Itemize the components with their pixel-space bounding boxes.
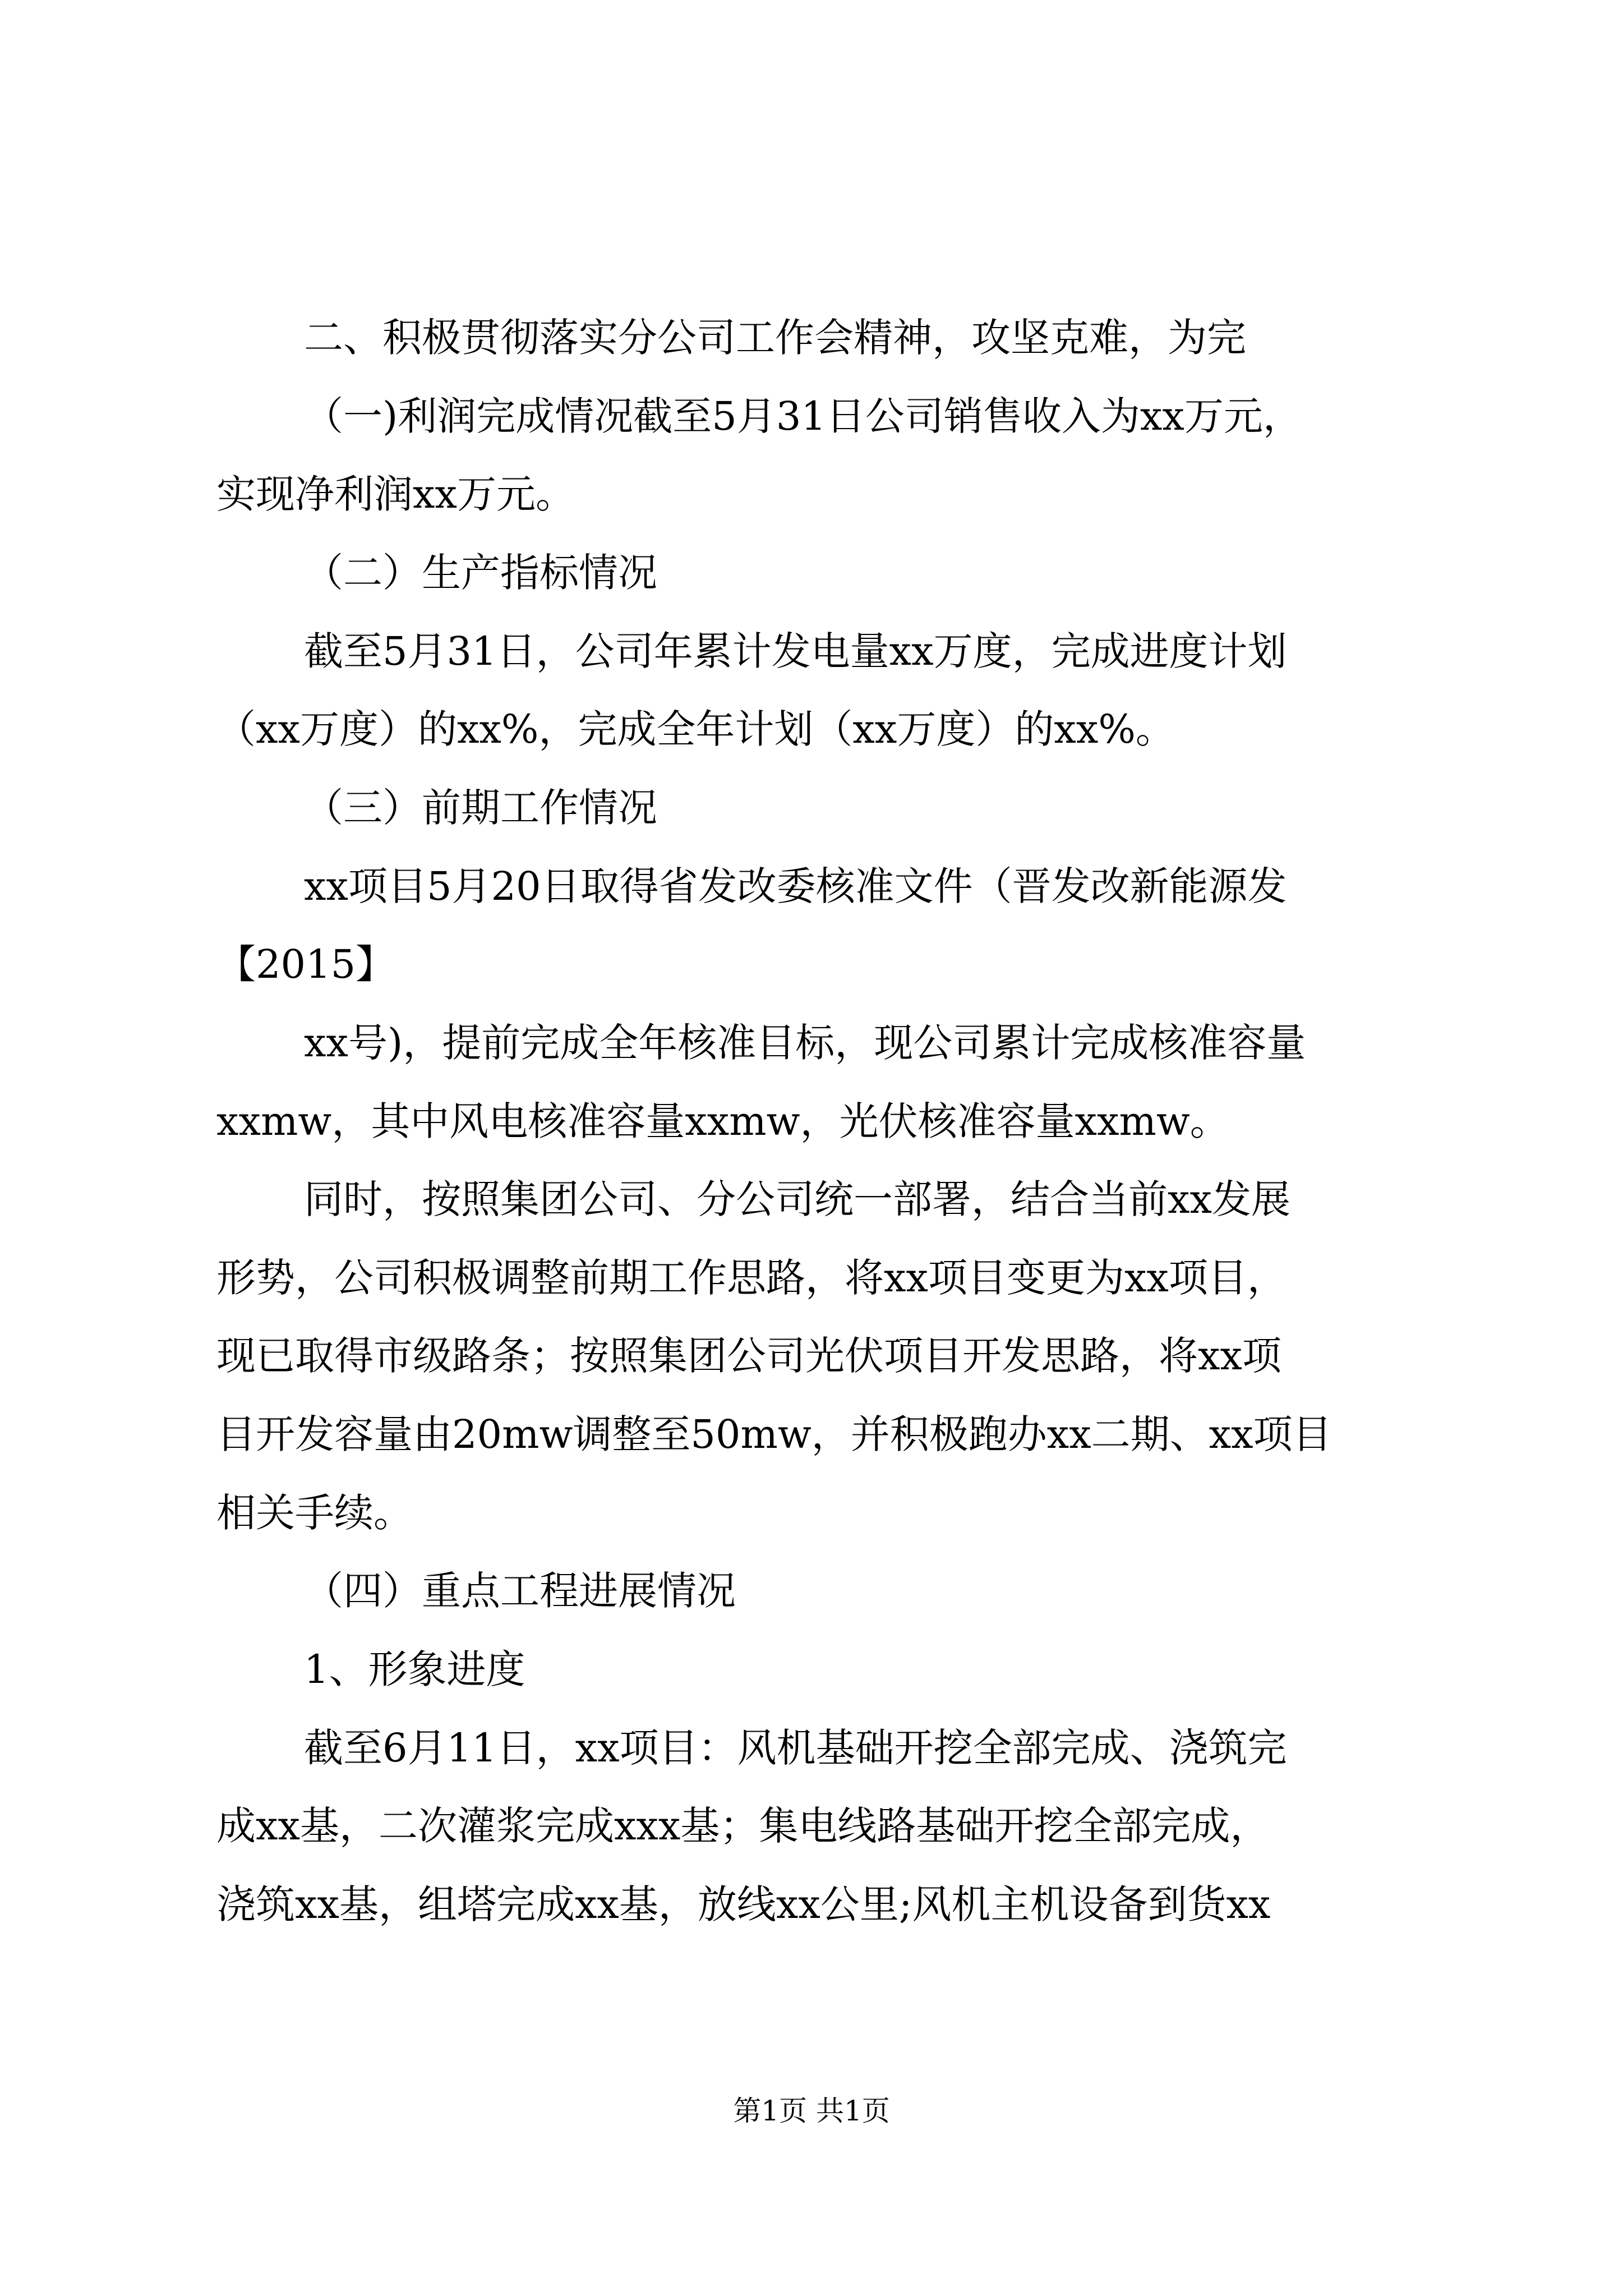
paragraph-line: 同时，按照集团公司、分公司统一部署，结合当前xx发展: [304, 1176, 1290, 1222]
paragraph-line: xx项目5月20日取得省发改委核准文件（晋发改新能源发: [304, 863, 1287, 909]
paragraph-line: 相关手续。: [216, 1490, 413, 1536]
subheading-line: （三）前期工作情况: [304, 785, 657, 831]
subheading-line: （四）重点工程进展情况: [304, 1568, 736, 1614]
paragraph-line: 形势，公司积极调整前期工作思路，将xx项目变更为xx项目，: [216, 1255, 1287, 1301]
paragraph-line: 浇筑xx基，组塔完成xx基，放线xx公里;风机主机设备到货xx: [216, 1881, 1271, 1927]
paragraph-line: xx号)，提前完成全年核准目标，现公司累计完成核准容量: [304, 1020, 1306, 1066]
paragraph-line: 实现净利润xx万元。: [216, 471, 575, 517]
heading-line: 二、积极贯彻落实分公司工作会精神，攻坚克难，为完: [304, 315, 1246, 361]
page-footer: 第1页 共1页: [733, 2095, 890, 2127]
paragraph-line: （一)利润完成情况截至5月31日公司销售收入为xx万元，: [304, 393, 1302, 439]
paragraph-line: （xx万度）的xx%，完成全年计划（xx万度）的xx%。: [216, 706, 1175, 752]
paragraph-line: 截至5月31日，公司年累计发电量xx万度，完成进度计划: [304, 628, 1287, 674]
paragraph-line: 截至6月11日，xx项目：风机基础开挖全部完成、浇筑完: [304, 1725, 1287, 1771]
paragraph-line: 成xx基，二次灌浆完成xxx基；集电线路基础开挖全部完成，: [216, 1803, 1270, 1849]
subheading-line: （二）生产指标情况: [304, 550, 657, 596]
paragraph-line: 目开发容量由20mw调整至50mw，并积极跑办xx二期、xx项目: [216, 1411, 1332, 1457]
subheading-line: 1、形象进度: [304, 1646, 525, 1692]
paragraph-line: xxmw，其中风电核准容量xxmw，光伏核准容量xxmw。: [216, 1098, 1229, 1144]
paragraph-line: 现已取得市级路条；按照集团公司光伏项目开发思路，将xx项: [216, 1333, 1281, 1379]
paragraph-line: 【2015】: [216, 941, 395, 987]
